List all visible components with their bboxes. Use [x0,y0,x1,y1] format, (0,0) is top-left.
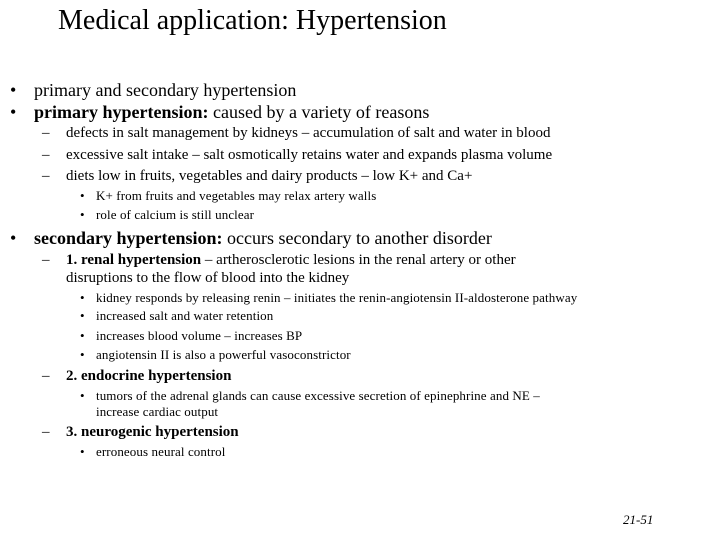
bullet-marker: • [80,308,85,323]
bullet-marker: • [10,228,17,248]
neurogenic-item: erroneous neural control [96,444,226,459]
sub-sub-item-potassium: K+ from fruits and vegetables may relax artery walls [96,188,377,203]
primary-hypertension-text: caused by a variety of reasons [208,102,430,122]
dash-marker: – [42,424,50,440]
dash-marker: – [42,125,50,141]
renal-item-vasoconstrictor: angiotensin II is also a powerful vasoconstrictor [96,347,351,362]
endocrine-item-line1: tumors of the adrenal glands can cause excessive secretion of epinephrine and NE – [96,388,540,403]
renal-hypertension-text: – artherosclerotic lesions in the renal artery or other [201,252,516,268]
bullet-primary-hypertension [34,101,429,123]
endocrine-item-line2: increase cardiac output [96,404,219,419]
bullet-marker: • [80,347,85,362]
bullet-marker: • [10,80,17,100]
renal-item-renin: kidney responds by releasing renin – initiates the renin-angiotensin II-aldosterone pathway [96,290,578,305]
bullet-marker: • [80,290,85,305]
bullet-marker: • [80,444,85,459]
slide-title: Medical application: Hypertension [58,5,447,36]
bullet-marker: • [80,328,85,343]
dash-marker: – [42,368,50,384]
term-neurogenic-hypertension: 3. neurogenic hypertension [66,424,239,440]
term-renal-hypertension: 1. renal hypertension [66,252,202,268]
term-endocrine-hypertension: 2. endocrine hypertension [66,368,232,384]
sub-item-diets: diets low in fruits, vegetables and dairy products – low K+ and Ca+ [66,168,473,184]
bullet-primary-and-secondary: primary and secondary hypertension [34,80,297,100]
dash-marker: – [42,147,50,163]
dash-marker: – [42,168,50,184]
renal-item-retention: increased salt and water retention [96,308,274,323]
term-primary-hypertension: primary hypertension: [34,102,209,122]
bullet-secondary-hypertension [34,227,492,249]
secondary-hypertension-text: occurs secondary to another disorder [222,228,492,248]
bullet-marker: • [80,207,85,222]
sub-item-salt-intake: excessive salt intake – salt osmotically retains water and expands plasma volume [66,147,553,163]
renal-item-blood-volume: increases blood volume – increases BP [96,328,303,343]
dash-marker: – [42,252,50,268]
renal-hypertension-item [66,251,516,270]
bullet-marker: • [10,102,17,122]
bullet-marker: • [80,388,85,403]
sub-sub-item-calcium: role of calcium is still unclear [96,207,255,222]
slide-number: 21-51 [623,512,654,527]
term-secondary-hypertension: secondary hypertension: [34,228,223,248]
bullet-marker: • [80,188,85,203]
renal-hypertension-text-continued: disruptions to the flow of blood into the kidney [66,270,350,286]
sub-item-salt-management: defects in salt management by kidneys – accumulation of salt and water in blood [66,125,551,141]
